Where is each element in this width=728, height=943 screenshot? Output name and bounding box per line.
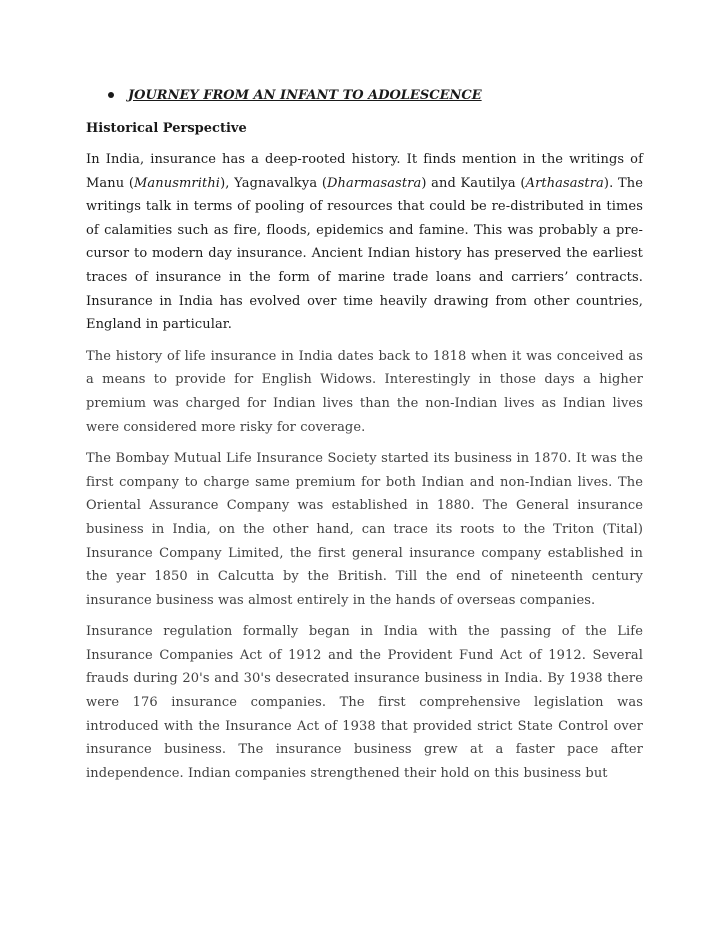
bullet-heading <box>108 84 643 106</box>
p1-text-3: ) and Kautilya ( <box>421 175 526 191</box>
p1-italic-dharmasastra: Dharmasastra <box>327 175 422 191</box>
section-subheading: Historical Perspective <box>86 121 247 136</box>
p1-italic-manusmrithi: Manusmrithi <box>134 175 221 191</box>
p1-text-1: In India, insurance has a deep-rooted history. It finds mention in the writings of Manu ( <box>86 152 643 191</box>
bullet-icon <box>108 92 114 98</box>
heading-text: JOURNEY FROM AN INFANT TO ADOLESCENCE <box>128 87 482 103</box>
paragraph-1 <box>86 148 643 337</box>
paragraph-2: The history of life insurance in India dates back to 1818 when it was conceived as a means to provide for English Widows. Interestingly in those days a higher premium was charged for Indian lives than the non-Indian lives as Indian lives were considered more risky for coverage. <box>86 348 643 435</box>
paragraph-4: Insurance regulation formally began in India with the passing of the Life Insurance Companies Act of 1912 and the Provident Fund Act of 1912. Several frauds during 20's and 30's desecrated insurance business in India. By 1938 there were 176 insurance companies. The first comprehensive legislation was introduced with the Insurance Act of 1938 that provided strict State Control over insurance business. The insurance business grew at a faster pace after independence. Indian companies strengthened their hold on this business but <box>86 624 643 781</box>
p1-italic-arthasastra: Arthasastra <box>525 175 604 191</box>
document-page <box>86 84 643 785</box>
p1-text-2: ), Yagnavalkya ( <box>220 175 327 191</box>
paragraph-3: The Bombay Mutual Life Insurance Society started its business in 1870. It was the first company to charge same premium for both Indian and non-Indian lives. The Oriental Assurance Company was established in 1880. The General insurance business in India, on the other hand, can trace its roots to the Triton (Tital) Insurance Company Limited, the first general insurance company established in the year 1850 in Calcutta by the British. Till the end of nineteenth century insurance business was almost entirely in the hands of overseas companies. <box>86 451 643 608</box>
p1-text-4: ). The writings talk in terms of pooling of resources that could be re-distributed in times of calamities such as fire, floods, epidemics and famine. This was probably a pre-cursor to modern day insurance. Ancient Indian history has preserved the earliest traces of insurance in the form of marine trade loans and carriers’ contracts. Insurance in India has evolved over time heavily drawing from other countries, England in particular. <box>86 175 643 333</box>
